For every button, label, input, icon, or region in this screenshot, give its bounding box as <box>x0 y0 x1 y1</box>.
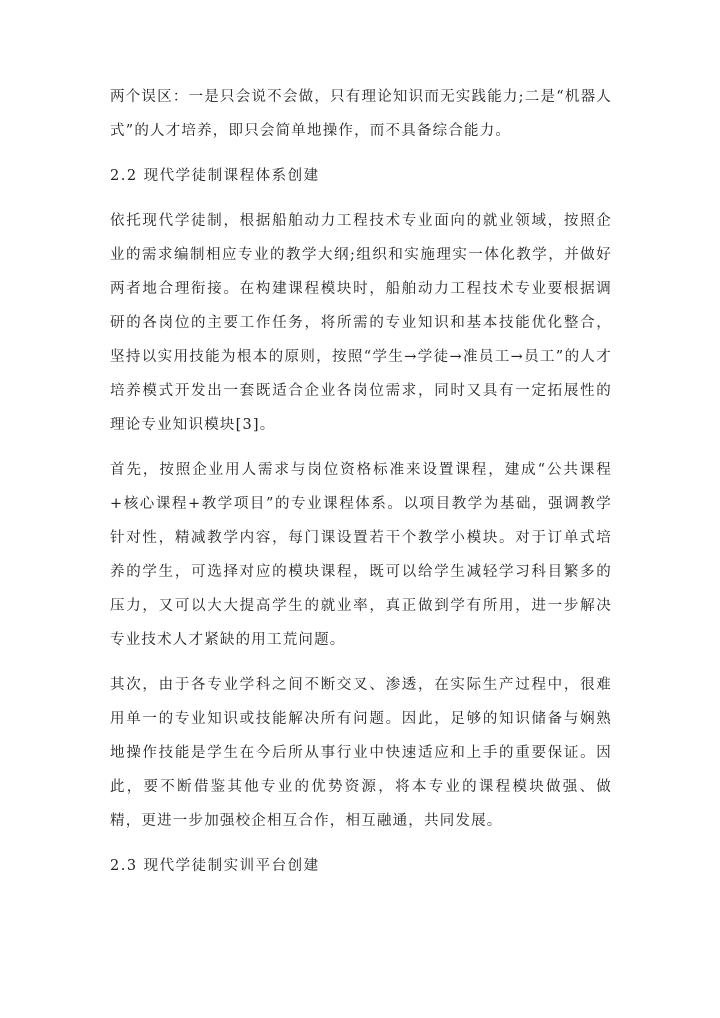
paragraph-misconceptions: 两个误区：一是只会说不会做，只有理论知识而无实践能力;二是“机器人式”的人才培养，即只会简单地操作，而不具备综合能力。 <box>110 89 612 139</box>
document-body <box>110 80 612 894</box>
section-heading-2-2: 2.2 现代学徒制课程体系创建 <box>110 168 320 184</box>
paragraph-second: 其次，由于各专业学科之间不断交叉、渗透，在实际生产过程中，很难用单一的专业知识或技能解决所有问题。因此，足够的知识储备与娴熟地操作技能是学生在今后所从事行业中快速适应和上手的重要保证。因此，要不断借鉴其他专业的优势资源，将本专业的课程模块做强、做精，更进一步加强校企相互合作，相互融通，共同发展。 <box>110 677 612 829</box>
paragraph-first: 首先，按照企业用人需求与岗位资格标准来设置课程，建成“公共课程+核心课程+教学项目”的专业课程体系。以项目教学为基础，强调教学针对性，精减教学内容，每门课设置若干个教学小模块。对于订单式培养的学生，可选择对应的模块课程，既可以给学生减轻学习科目繁多的压力，又可以大大提高学生的就业率，真正做到学有所用，进一步解决专业技术人才紧缺的用工荒问题。 <box>110 462 612 648</box>
paragraph-curriculum-overview: 依托现代学徒制，根据船舶动力工程技术专业面向的就业领域，按照企业的需求编制相应专业的教学大纲;组织和实施理实一体化教学，并做好两者地合理衔接。在构建课程模块时，船舶动力工程技术专业要根据调研的各岗位的主要工作任务，将所需的专业知识和基本技能优化整合，坚持以实用技能为根本的原则，按照“学生→学徒→准员工→员工”的人才培养模式开发出一套既适合企业各岗位需求，同时又具有一定拓展性的理论专业知识模块[3]。 <box>110 213 612 433</box>
section-heading-2-3: 2.3 现代学徒制实训平台创建 <box>110 858 320 874</box>
